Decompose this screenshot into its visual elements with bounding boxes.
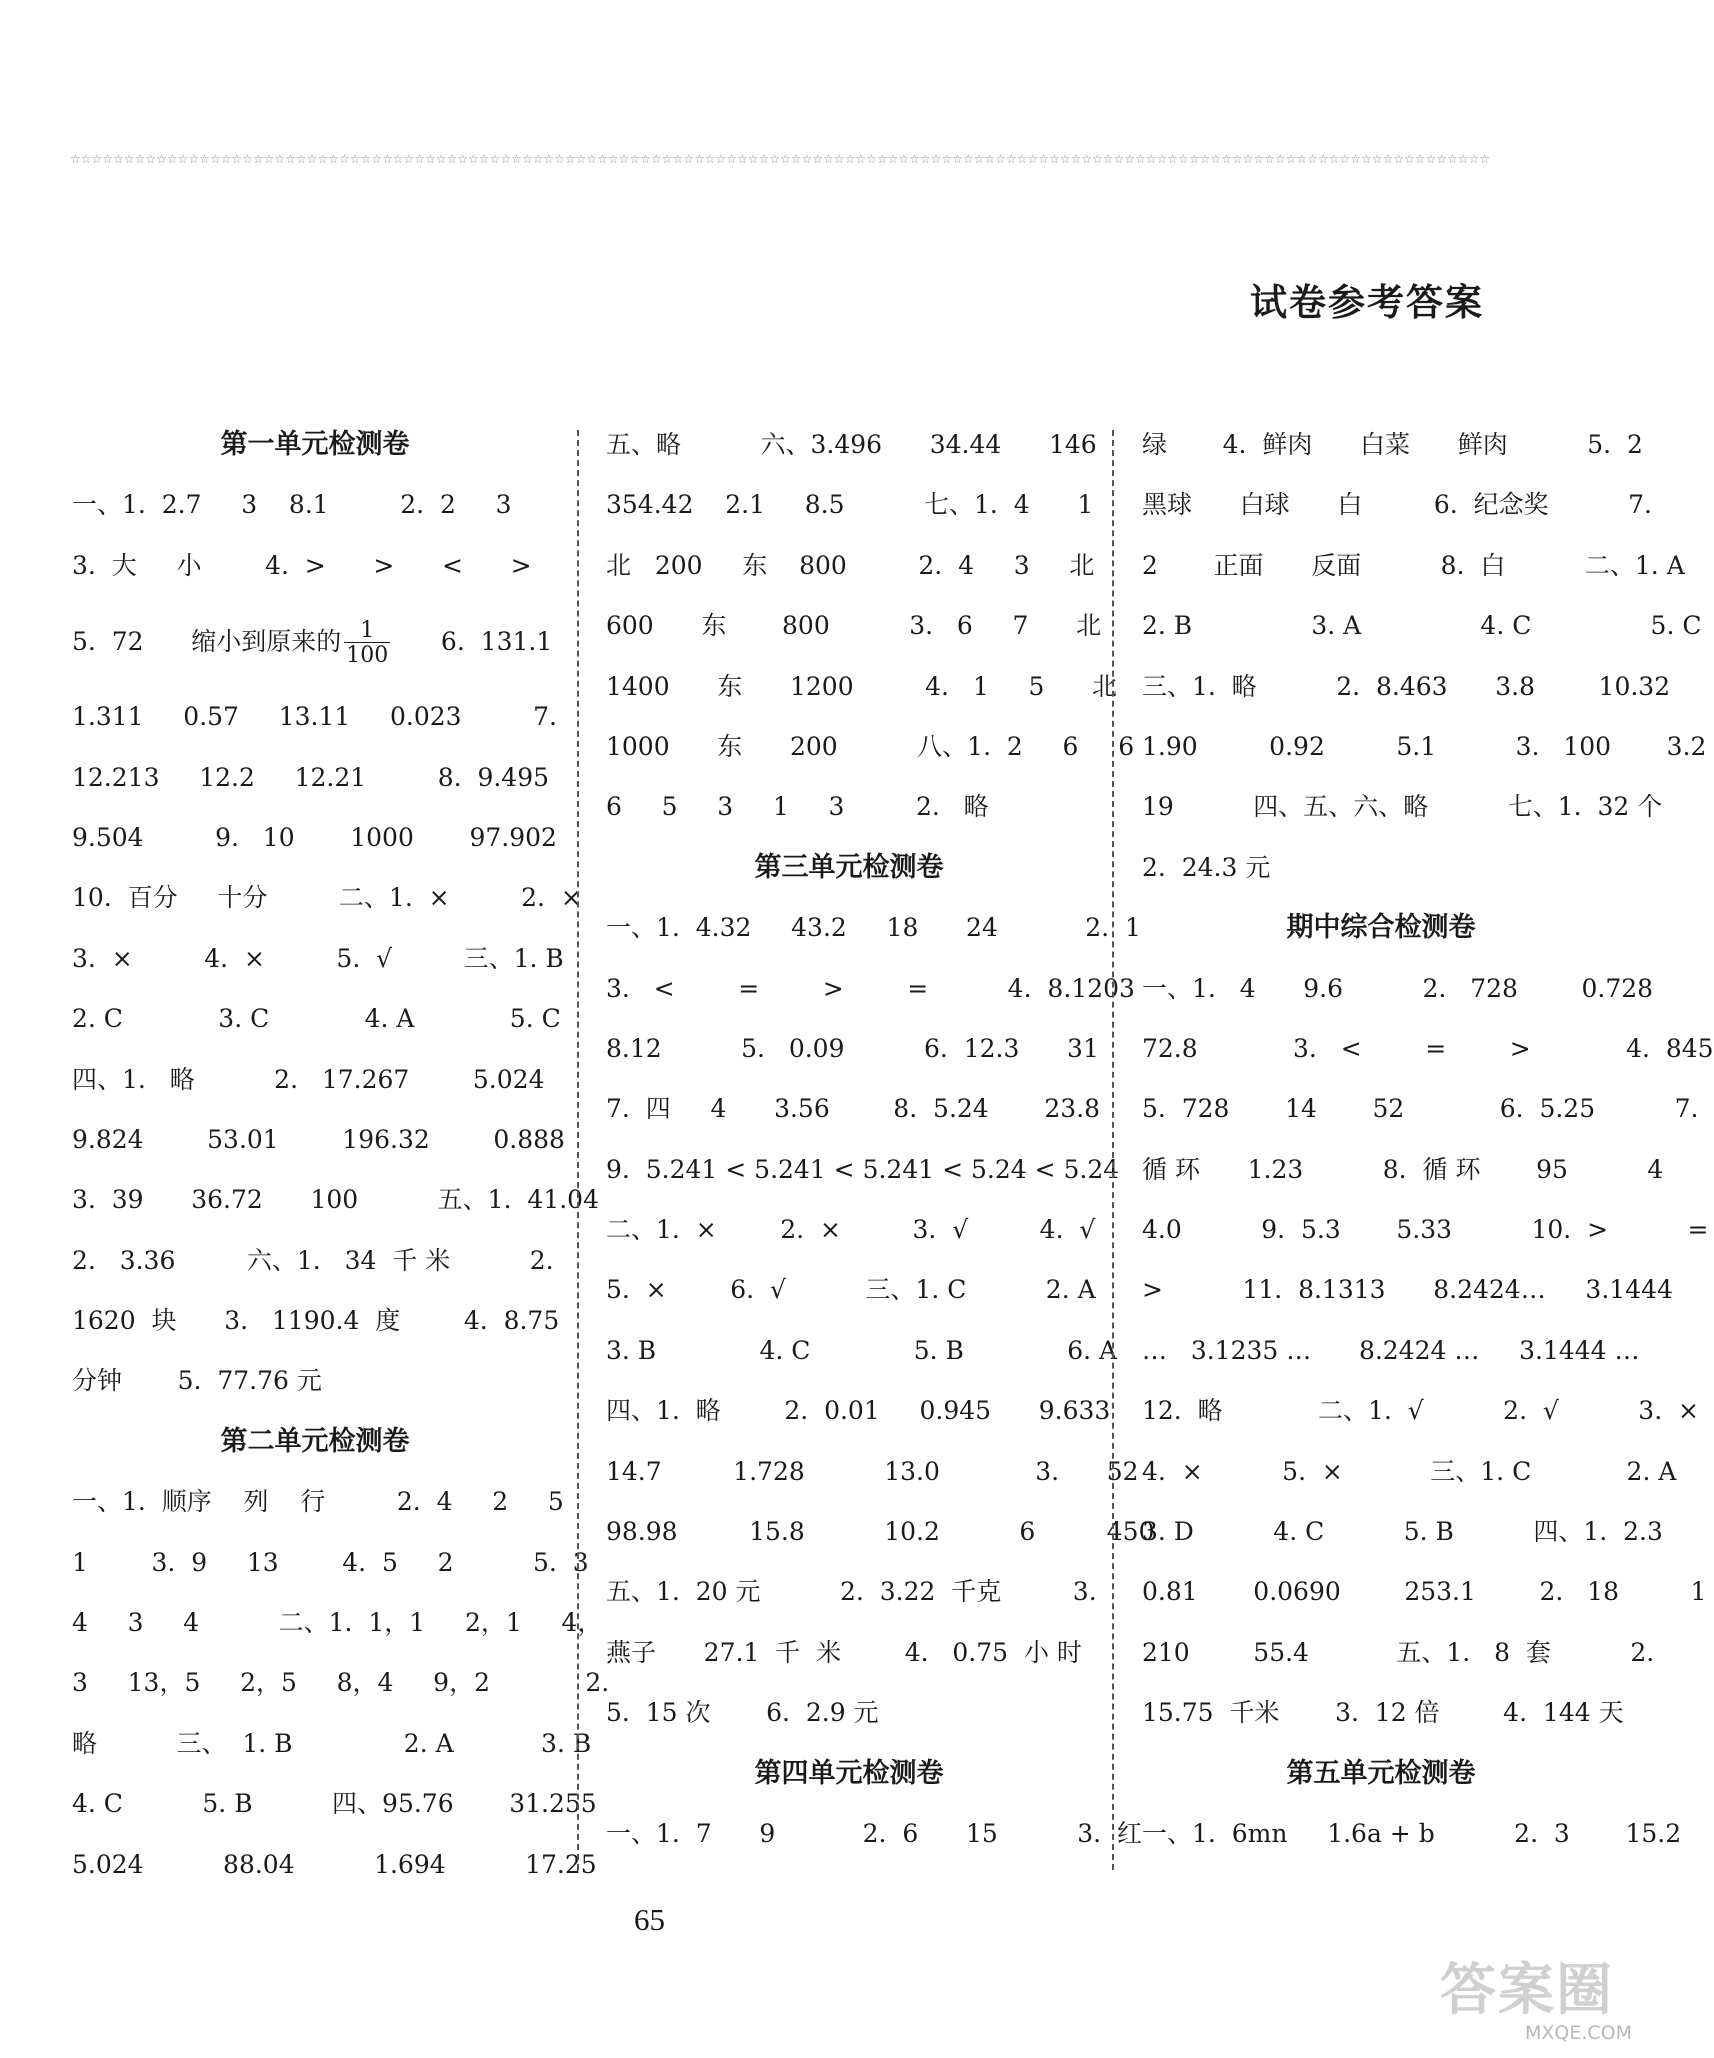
answer-line: 3. D 4. C 5. B 四、1. 2.3 [1142,1517,1663,1547]
answer-line: 二、1. × 2. × 3. √ 4. √ [606,1215,1096,1245]
answer-line: 15.75 千米 3. 12 倍 4. 144 天 [1142,1698,1624,1728]
answer-line: > 11. 8.1313 8.2424… 3.1444 [1142,1275,1673,1305]
answer-line: 一、1. 6mn 1.6a + b 2. 3 15.2 [1142,1818,1682,1848]
answer-line: 4 3 4 二、1. 1，1 2，1 4， [72,1608,603,1638]
fraction-line-suffix: 6. 131.1 [393,627,553,657]
fraction-line-prefix: 5. 72 缩小到原来的 [72,627,342,657]
answer-line: 2. 24.3 元 [1142,852,1271,882]
answer-line: 4. C 5. B 四、95.76 31.255 [72,1789,597,1819]
answer-line: 三、1. 略 2. 8.463 3.8 10.32 [1142,671,1671,701]
answer-line: 3. 39 36.72 100 五、1. 41.04 [72,1185,599,1215]
answer-line: 7. 四 4 3.56 8. 5.24 23.8 [606,1094,1101,1124]
answer-line: 北 200 东 800 2. 4 3 北 [606,550,1095,580]
answer-line: 5.024 88.04 1.694 17.25 [72,1849,597,1879]
column-divider [577,430,579,1870]
answer-line: 略 三、 1. B 2. A 3. B [72,1728,592,1758]
answer-line: 72.8 3. < = > 4. 845 [1142,1033,1714,1063]
answer-line: 4. × 5. × 三、1. C 2. A [1142,1456,1677,1486]
answer-line: 一、1. 4.32 43.2 18 24 2. 1 [606,913,1141,943]
column-divider [1112,430,1114,1870]
answer-line: 一、1. 4 9.6 2. 728 0.728 [1142,973,1654,1003]
answer-line: 3. 大 小 4. > > < > [72,550,532,580]
answer-line: 绿 4. 鲜肉 白菜 鲜肉 5. 2 [1142,430,1643,459]
answer-line-with-fraction [72,596,558,687]
answer-line: 8.12 5. 0.09 6. 12.3 31 [606,1033,1099,1063]
section-heading: 第二单元检测卷 [220,1425,410,1457]
answer-line: 3. × 4. × 5. √ 三、1. B [72,943,564,973]
answer-line: … 3.1235 … 8.2424 … 3.1444 … [1142,1335,1640,1365]
answer-line: 燕子 27.1 千 米 4. 0.75 小 时 [606,1637,1082,1667]
answer-line: 五、略 六、3.496 34.44 146 [606,430,1097,459]
star-border-decoration: ☆☆☆☆☆☆☆☆☆☆☆☆☆☆☆☆☆☆☆☆☆☆☆☆☆☆☆☆☆☆☆☆☆☆☆☆☆☆☆☆☆☆☆☆☆☆☆☆☆☆☆☆☆☆☆☆☆☆☆☆☆☆☆☆☆☆☆☆☆☆☆☆☆☆☆☆☆☆☆☆☆☆☆☆☆☆☆☆☆☆☆☆☆☆☆☆☆☆☆☆☆☆☆☆☆☆☆☆☆☆☆☆☆☆☆☆☆☆☆☆☆☆☆☆☆☆☆☆☆☆☆☆ [70,152,1491,166]
fraction-denominator: 100 [346,643,389,669]
answer-line: 3. B 4. C 5. B 6. A [606,1335,1118,1365]
answer-line: 四、1. 略 2. 17.267 5.024 [72,1064,545,1094]
answer-line: 四、1. 略 2. 0.01 0.945 9.633 [606,1396,1111,1426]
answer-column-2 [606,415,1155,1864]
watermark-logo [1440,1960,1640,2056]
answer-line: 1400 东 1200 4. 1 5 北 [606,671,1118,701]
watermark-text: 答案圈 [1440,1958,1614,2023]
page-number: 65 [634,1902,665,1937]
answer-line: 一、1. 7 9 2. 6 15 3. 红 [606,1818,1143,1848]
answer-line: 3. < = > = 4. 8.1203 [606,973,1135,1003]
answer-line: 2. 3.36 六、1. 34 千 米 2. [72,1245,554,1275]
answer-line: 210 55.4 五、1. 8 套 2. [1142,1637,1655,1667]
section-heading: 第五单元检测卷 [1286,1757,1476,1789]
answer-line: 5. × 6. √ 三、1. C 2. A [606,1275,1096,1305]
answer-line: 1000 东 200 八、1. 2 6 6 [606,731,1135,761]
answer-line: 14.7 1.728 13.0 3. 52 [606,1456,1139,1486]
answer-line: 4.0 9. 5.3 5.33 10. > = [1142,1215,1709,1245]
answer-line: 3 13，5 2，5 8，4 9，2 2. [72,1668,610,1698]
answer-line: 12.213 12.2 12.21 8. 9.495 [72,762,550,792]
answer-line: 6 5 3 1 3 2. 略 [606,792,989,822]
answer-line: 五、1. 20 元 2. 3.22 千克 3. [606,1577,1097,1607]
answer-line: 5. 15 次 6. 2.9 元 [606,1698,879,1728]
answer-line: 黑球 白球 白 6. 纪念奖 7. [1142,490,1652,520]
answer-line: 9. 5.241 < 5.241 < 5.241 < 5.24 < 5.24 [606,1154,1120,1184]
answer-line: 一、1. 2.7 3 8.1 2. 2 3 [72,490,512,520]
answer-line: 19 四、五、六、略 七、1. 32 个 [1142,792,1663,822]
fraction [344,620,390,667]
section-heading: 第三单元检测卷 [754,851,944,883]
answer-line: 循 环 1.23 8. 循 环 95 4 [1142,1154,1664,1184]
answer-line: 2 正面 反面 8. 白 二、1. A [1142,550,1685,580]
answer-line: 1.90 0.92 5.1 3. 100 3.2 [1142,731,1707,761]
section-heading: 期中综合检测卷 [1286,912,1476,944]
answer-line: 1.311 0.57 13.11 0.023 7. [72,702,557,732]
answer-column-1 [72,415,610,1895]
answer-line: 9.824 53.01 196.32 0.888 [72,1124,565,1154]
answer-line: 10. 百分 十分 二、1. × 2. × [72,883,582,913]
answer-line: 0.81 0.0690 253.1 2. 18 1 [1142,1577,1707,1607]
answer-line: 9.504 9. 10 1000 97.902 [72,822,557,852]
page-title: 试卷参考答案 [1250,281,1484,324]
watermark-url: MXQE.COM [1524,2022,1632,2044]
answer-column-3 [1142,415,1714,1864]
answer-line: 2. C 3. C 4. A 5. C [72,1004,561,1034]
answer-line: 98.98 15.8 10.2 6 450 [606,1517,1155,1547]
answer-line: 2. B 3. A 4. C 5. C [1142,611,1702,641]
fraction-numerator: 1 [360,618,375,644]
answer-line: 1620 块 3. 1190.4 度 4. 8.75 [72,1306,560,1336]
answer-line: 12. 略 二、1. √ 2. √ 3. × [1142,1396,1699,1426]
answer-line: 5. 728 14 52 6. 5.25 7. [1142,1094,1699,1124]
answer-line: 354.42 2.1 8.5 七、1. 4 1 [606,490,1094,520]
answer-line: 1 3. 9 13 4. 5 2 5. 3 [72,1547,589,1577]
section-heading: 第四单元检测卷 [754,1757,944,1789]
section-heading: 第一单元检测卷 [220,429,410,460]
answer-line: 600 东 800 3. 6 7 北 [606,611,1102,641]
answer-line: 分钟 5. 77.76 元 [72,1366,322,1396]
answer-line: 一、1. 顺序 列 行 2. 4 2 5 [72,1487,564,1517]
